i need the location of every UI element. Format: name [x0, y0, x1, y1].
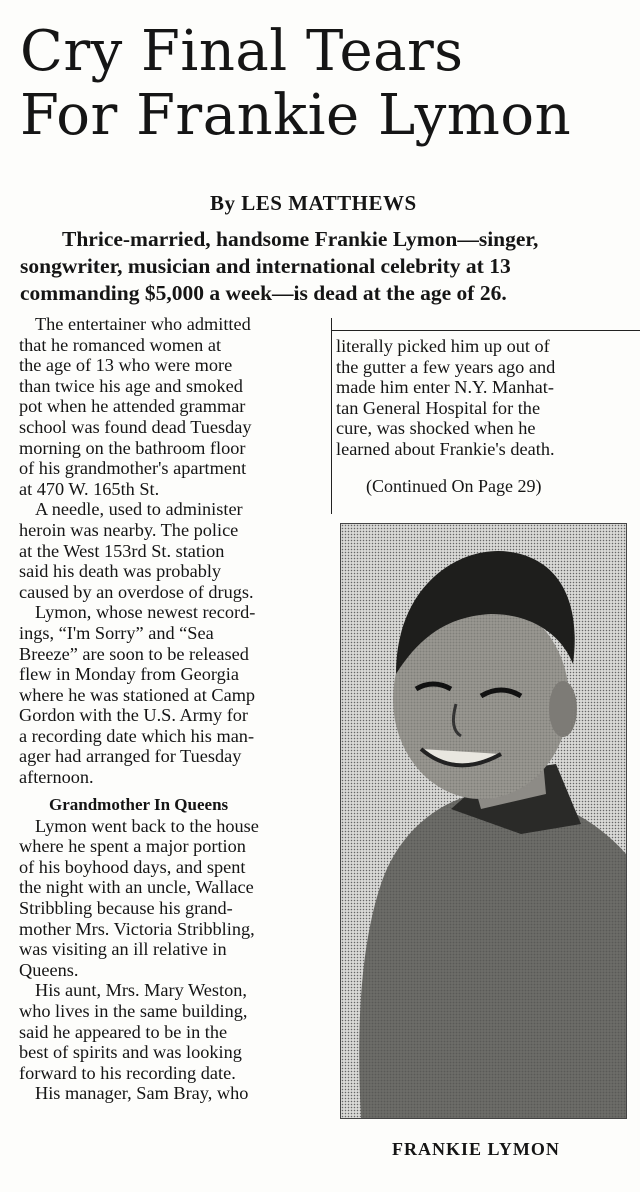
text-line: Lymon went back to the house	[35, 815, 259, 836]
headline-line-2: For Frankie Lymon	[20, 83, 572, 148]
text-line: tan General Hospital for the	[336, 397, 541, 418]
text-line: The entertainer who admitted	[35, 314, 251, 334]
text-line: the age of 13 who were more	[19, 355, 233, 376]
portrait-photo	[340, 523, 627, 1119]
text-line: where he was stationed at Camp	[19, 684, 256, 705]
text-line: His aunt, Mrs. Mary Weston,	[35, 980, 247, 1001]
text-line: Gordon with the U.S. Army for	[19, 705, 249, 726]
text-line: school was found dead Tuesday	[19, 416, 252, 437]
text-line: Lymon, whose newest record-	[35, 602, 256, 623]
paragraph-3	[19, 602, 329, 787]
text-line: A needle, used to administer	[35, 499, 243, 520]
paragraph-2	[19, 499, 329, 602]
portrait-illustration	[341, 524, 626, 1118]
text-line: His manager, Sam Bray, who	[35, 1083, 249, 1104]
lede-line: songwriter, musician and international celebrity at 13	[20, 254, 511, 278]
text-line: morning on the bathroom floor	[19, 437, 246, 458]
text-line: Stribbling because his grand-	[19, 898, 233, 919]
left-column	[19, 314, 329, 1104]
text-line: cure, was shocked when he	[336, 418, 536, 439]
text-line: that he romanced women at	[19, 334, 222, 355]
column-divider	[331, 318, 332, 514]
text-line: best of spirits and was looking	[19, 1042, 242, 1063]
text-line: Queens.	[19, 959, 79, 980]
text-line: at 470 W. 165th St.	[19, 478, 160, 499]
text-line: heroin was nearby. The police	[19, 519, 239, 540]
text-line: caused by an overdose of drugs.	[19, 581, 254, 602]
paragraph-5	[19, 980, 329, 1083]
text-line: of his boyhood days, and spent	[19, 856, 246, 877]
text-line: ager had arranged for Tuesday	[19, 746, 242, 767]
text-line: of his grandmother's apartment	[19, 458, 247, 479]
text-line: a recording date which his man-	[19, 725, 255, 746]
text-line: said his death was probably	[19, 561, 222, 582]
text-line: made him enter N.Y. Manhat-	[336, 377, 554, 398]
text-line: ings, “I'm Sorry” and “Sea	[19, 622, 214, 643]
text-line: flew in Monday from Georgia	[19, 664, 239, 685]
paragraph-4	[19, 816, 329, 981]
paragraph-1	[19, 314, 329, 499]
text-line: was visiting an ill relative in	[19, 939, 227, 960]
headline-line-1: Cry Final Tears	[20, 19, 464, 84]
text-line: pot when he attended grammar	[19, 396, 246, 417]
lede-line: commanding $5,000 a week—is dead at the age of 26.	[20, 281, 507, 305]
paragraph-6	[19, 1083, 329, 1104]
text-line: learned about Frankie's death.	[336, 438, 555, 459]
text-line: where he spent a major portion	[19, 836, 246, 857]
text-line: Breeze” are soon to be released	[19, 643, 249, 664]
right-column	[336, 336, 640, 460]
text-line: mother Mrs. Victoria Stribbling,	[19, 918, 255, 939]
right-column-top-rule	[331, 330, 640, 331]
text-line: than twice his age and smoked	[19, 375, 243, 396]
text-line: the night with an uncle, Wallace	[19, 877, 254, 898]
byline: By LES MATTHEWS	[210, 191, 417, 215]
text-line: afternoon.	[19, 767, 94, 788]
text-line: said he appeared to be in the	[19, 1021, 228, 1042]
text-line: the gutter a few years ago and	[336, 356, 556, 377]
text-line: at the West 153rd St. station	[19, 540, 225, 561]
lede-line: Thrice-married, handsome Frankie Lymon—singer,	[62, 227, 539, 251]
text-line: who lives in the same building,	[19, 1001, 248, 1021]
lede-paragraph	[20, 226, 640, 307]
headline	[20, 20, 635, 148]
photo-caption: FRANKIE LYMON	[392, 1139, 560, 1159]
text-line: forward to his recording date.	[19, 1062, 236, 1083]
subhead: Grandmother In Queens	[49, 794, 229, 814]
text-line: literally picked him up out of	[336, 336, 550, 356]
continued-notice: (Continued On Page 29)	[366, 476, 542, 496]
